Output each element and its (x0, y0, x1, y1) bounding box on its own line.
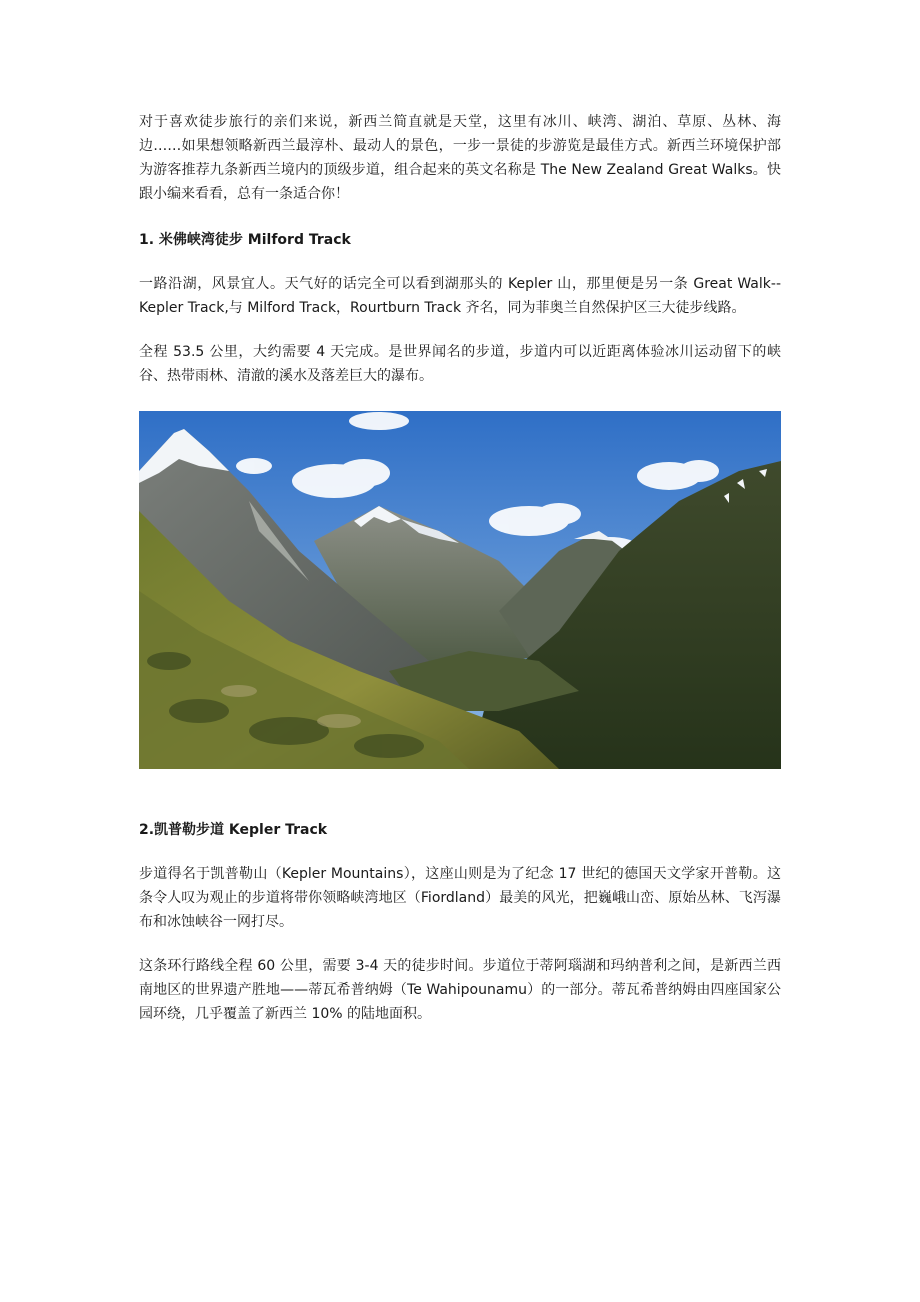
article (139, 110, 781, 1026)
milford-paragraph-2: 全程 53.5 公里，大约需要 4 天完成。是世界闻名的步道，步道内可以近距离体验冰川运动留下的峡谷、热带雨林、清澈的溪水及落差巨大的瀑布。 (139, 344, 781, 384)
kepler-paragraph-1: 步道得名于凯普勒山（Kepler Mountains），这座山则是为了纪念 17 世纪的德国天文学家开普勒。这条令人叹为观止的步道将带你领略峡湾地区（Fiordland）最美的风光，把巍峨山峦、原始丛林、飞泻瀑布和冰蚀峡谷一网打尽。 (139, 866, 781, 930)
section-heading-kepler: 2.凯普勒步道 Kepler Track (139, 822, 328, 838)
intro-paragraph: 对于喜欢徒步旅行的亲们来说，新西兰简直就是天堂，这里有冰川、峡湾、湖泊、草原、丛林、海边……如果想领略新西兰最淳朴、最动人的景色，一步一景徒的步游览是最佳方式。新西兰环境保护部为游客推荐九条新西兰境内的顶级步道，组合起来的英文名称是 The New Zealand Great Walks。快跟小编来看看，总有一条适合你！ (139, 114, 781, 202)
milford-paragraph-1: 一路沿湖，风景宜人。天气好的话完全可以看到湖那头的 Kepler 山，那里便是另一条 Great Walk--Kepler Track,与 Milford Track，Rourtburn Track 齐名，同为菲奥兰自然保护区三大徒步线路。 (139, 276, 781, 316)
milford-mountain-photo (139, 411, 781, 769)
kepler-paragraph-2: 这条环行路线全程 60 公里，需要 3-4 天的徒步时间。步道位于蒂阿瑙湖和玛纳普利之间，是新西兰西南地区的世界遗产胜地——蒂瓦希普纳姆（Te Wahipounamu）的一部分。蒂瓦希普纳姆由四座国家公园环绕，几乎覆盖了新西兰 10% 的陆地面积。 (139, 958, 781, 1022)
mountain-landscape-image (139, 411, 781, 769)
section-heading-milford: 1. 米佛峡湾徒步 Milford Track (139, 232, 351, 248)
